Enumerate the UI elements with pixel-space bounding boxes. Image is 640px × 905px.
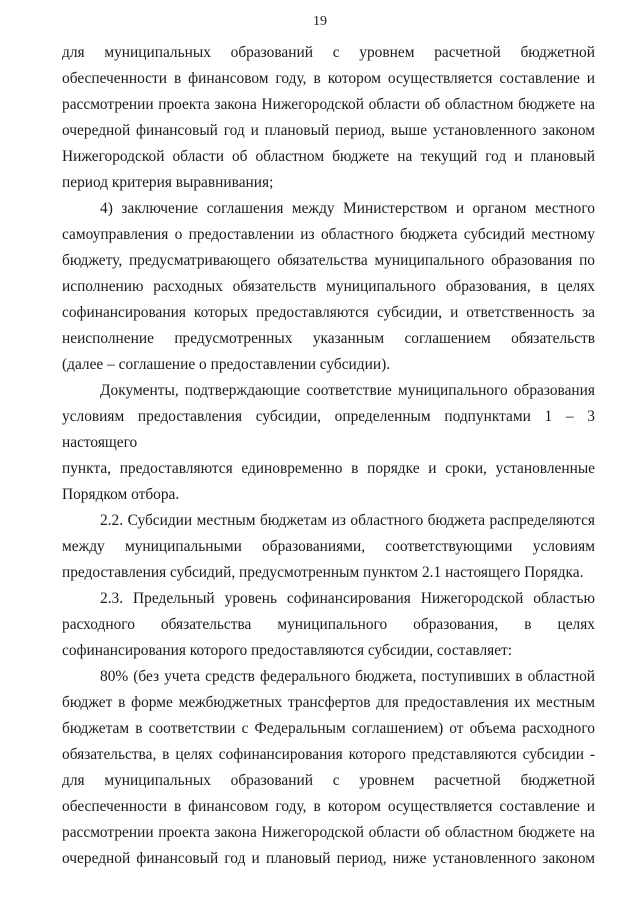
text-line: период критерия выравнивания; — [62, 174, 274, 191]
text-line: условиям предоставления субсидии, определенным подпунктами 1 – 3 настоящего — [62, 408, 595, 451]
text-line: рассмотрении проекта закона Нижегородской области об областном бюджете на — [62, 824, 595, 841]
text-line: обязательства, в целях софинансирования которого представляются субсидии - — [62, 746, 595, 763]
text-line: софинансирования которого предоставляются субсидии, составляет: — [62, 642, 513, 659]
text-line: рассмотрении проекта закона Нижегородской области об областном бюджете на — [62, 96, 595, 113]
text-line: пункта, предоставляются единовременно в порядке и сроки, установленные — [62, 460, 595, 477]
text-line: предоставления субсидий, предусмотренным пунктом 2.1 настоящего Порядка. — [62, 564, 584, 581]
text-line: Документы, подтверждающие соответствие муниципального образования — [100, 382, 595, 399]
text-line: (далее – соглашение о предоставлении субсидии). — [62, 356, 391, 373]
text-line: Нижегородской области об областном бюджете на текущий год и плановый — [62, 148, 595, 165]
text-line: неисполнение предусмотренных указанным соглашением обязательств — [62, 330, 595, 347]
document-body-text — [62, 40, 595, 872]
text-line: бюджету, предусматривающего обязательства муниципального образования по — [62, 252, 595, 269]
text-line: Порядком отбора. — [62, 486, 180, 503]
text-line: 2.3. Предельный уровень софинансирования Нижегородской областью — [100, 590, 595, 607]
text-line: 2.2. Субсидии местным бюджетам из областного бюджета распределяются — [100, 512, 595, 529]
text-line: между муниципальными образованиями, соответствующими условиям — [62, 538, 595, 555]
text-line: самоуправления о предоставлении из областного бюджета субсидий местному — [62, 226, 595, 243]
text-line: расходного обязательства муниципального образования, в целях — [62, 616, 595, 633]
text-line: обеспеченности в финансовом году, в котором осуществляется составление и — [62, 798, 595, 815]
text-line: софинансирования которых предоставляются субсидии, и ответственность за — [62, 304, 595, 321]
text-line: бюджетам в соответствии с Федеральным соглашением) от объема расходного — [62, 720, 595, 737]
text-line: 4) заключение соглашения между Министерством и органом местного — [100, 200, 595, 217]
text-line: исполнению расходных обязательств муниципального образования, в целях — [62, 278, 595, 295]
text-line: 80% (без учета средств федерального бюджета, поступивших в областной — [100, 668, 595, 685]
text-line: для муниципальных образований с уровнем расчетной бюджетной — [62, 44, 595, 61]
text-line: очередной финансовый год и плановый период, выше установленного законом — [62, 122, 595, 139]
text-line: очередной финансовый год и плановый период, ниже установленного законом — [62, 850, 595, 867]
page-number: 19 — [313, 14, 327, 29]
text-line: обеспеченности в финансовом году, в котором осуществляется составление и — [62, 70, 595, 87]
text-line: бюджет в форме межбюджетных трансфертов для предоставления их местным — [62, 694, 595, 711]
text-line: для муниципальных образований с уровнем расчетной бюджетной — [62, 772, 595, 789]
